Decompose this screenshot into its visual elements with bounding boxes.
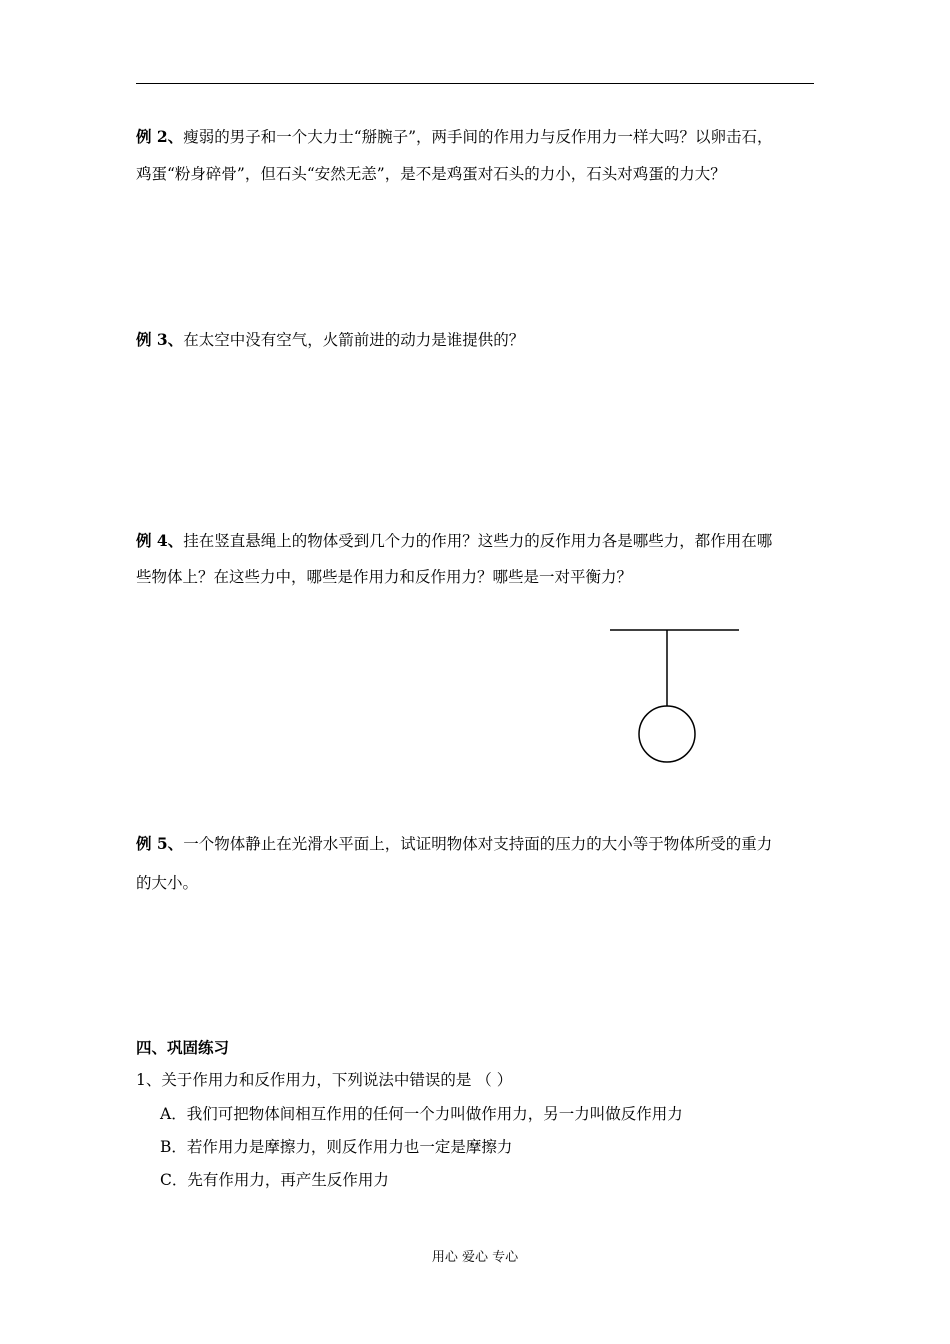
page-footer: 用心 爱心 专心 — [431, 1250, 519, 1265]
example2-text-1: 瘦弱的男子和一个大力士“掰腕子”，两手间的作用力与反作用力一样大吗？以卵击石， — [183, 128, 773, 146]
example5-line1 — [136, 834, 772, 854]
example3-text-1: 在太空中没有空气，火箭前进的动力是谁提供的？ — [183, 331, 525, 349]
example2-line1 — [136, 127, 773, 147]
example4-label: 例 4、 — [136, 531, 184, 550]
example4-line1 — [136, 531, 772, 551]
section4-heading: 四、巩固练习 — [136, 1038, 230, 1057]
example5-line2: 的大小。 — [136, 874, 199, 892]
example4-line2: 些物体上？在这些力中，哪些是作用力和反作用力？哪些是一对平衡力？ — [136, 568, 633, 586]
example5-text-1: 一个物体静止在光滑水平面上，试证明物体对支持面的压力的大小等于物体所受的重力 — [183, 835, 773, 853]
example4-text-1: 挂在竖直悬绳上的物体受到几个力的作用？这些力的反作用力各是哪些力，都作用在哪 — [183, 532, 773, 550]
question1-option-b: B．若作用力是摩擦力，则反作用力也一定是摩擦力 — [160, 1138, 513, 1156]
example3-line1 — [136, 330, 524, 350]
example2-line2: 鸡蛋“粉身碎骨”，但石头“安然无恙”，是不是鸡蛋对石头的力小，石头对鸡蛋的力大？ — [136, 165, 726, 183]
hanging-ball-figure — [606, 624, 742, 766]
example2-label: 例 2、 — [136, 127, 184, 146]
question1-stem: 1、关于作用力和反作用力，下列说法中错误的是 （ ） — [136, 1071, 513, 1089]
example5-label: 例 5、 — [136, 834, 184, 853]
question1-option-c: C．先有作用力，再产生反作用力 — [160, 1171, 389, 1189]
example3-label: 例 3、 — [136, 330, 184, 349]
header-rule — [136, 83, 814, 84]
ball-circle — [639, 706, 695, 762]
question1-option-a: A．我们可把物体间相互作用的任何一个力叫做作用力，另一力叫做反作用力 — [160, 1105, 683, 1123]
